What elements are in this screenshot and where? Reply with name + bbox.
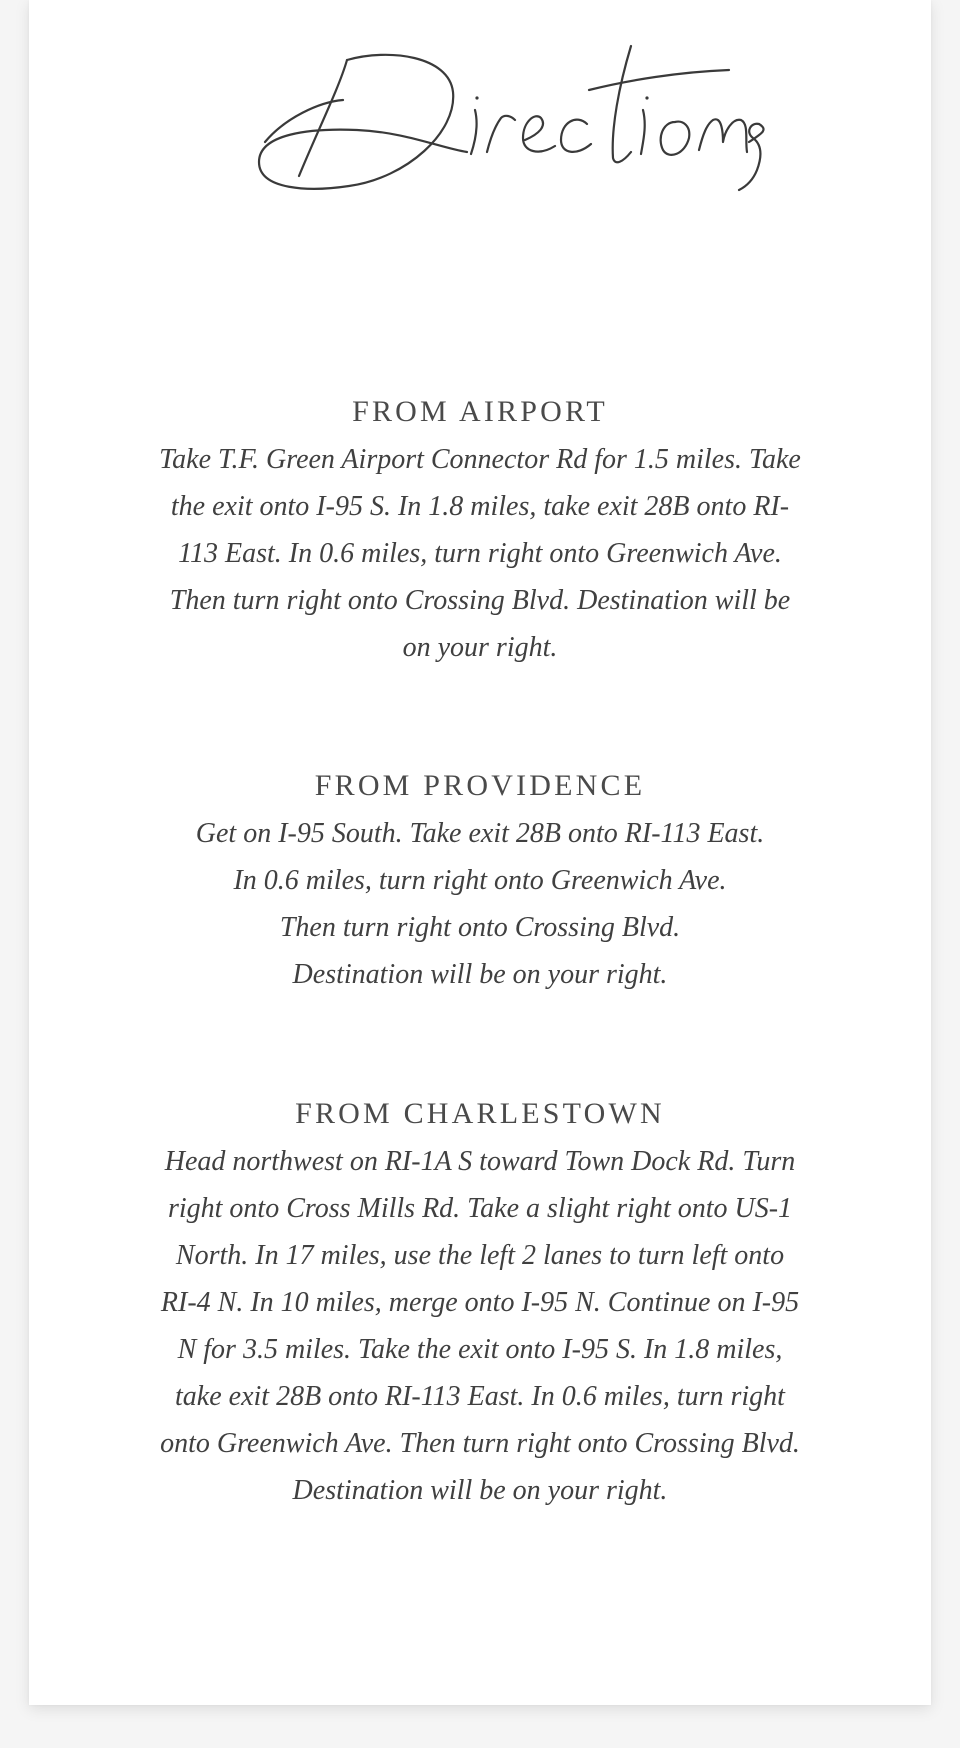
text-line: the exit onto I-95 S. In 1.8 miles, take exit 28B onto RI- bbox=[170, 491, 790, 522]
text-line: N for 3.5 miles. Take the exit onto I-95 S. In 1.8 miles, bbox=[177, 1334, 783, 1365]
text-line: Get on I-95 South. Take exit 28B onto RI-113 East. bbox=[195, 818, 765, 849]
text-line: In 0.6 miles, turn right onto Greenwich Ave. bbox=[233, 865, 727, 896]
text-line: Destination will be on your right. bbox=[292, 1475, 668, 1506]
text-line: take exit 28B onto RI-113 East. In 0.6 miles, turn right bbox=[175, 1381, 785, 1412]
text-line: on your right. bbox=[402, 632, 558, 663]
directions-card bbox=[29, 0, 931, 1705]
text-line: RI-4 N. In 10 miles, merge onto I-95 N. Continue on I-95 bbox=[160, 1287, 800, 1318]
section-from-providence bbox=[29, 766, 931, 998]
text-line: North. In 17 miles, use the left 2 lanes to turn left onto bbox=[175, 1240, 785, 1271]
text-line: Head northwest on RI-1A S toward Town Dock Rd. Turn bbox=[164, 1146, 796, 1177]
section-directions-text bbox=[110, 810, 850, 998]
text-line: Take T.F. Green Airport Connector Rd for 1.5 miles. Take bbox=[159, 444, 801, 475]
text-line: Then turn right onto Crossing Blvd. Destination will be bbox=[169, 585, 791, 616]
directions-script-title bbox=[239, 30, 779, 210]
section-heading: FROM AIRPORT bbox=[352, 395, 608, 428]
text-line: Then turn right onto Crossing Blvd. bbox=[279, 912, 681, 943]
section-directions-text bbox=[110, 436, 850, 671]
script-title-lettering bbox=[239, 30, 779, 210]
section-from-airport bbox=[29, 392, 931, 671]
section-heading: FROM PROVIDENCE bbox=[314, 769, 646, 802]
text-line: right onto Cross Mills Rd. Take a slight right onto US-1 bbox=[167, 1193, 793, 1224]
section-from-charlestown bbox=[29, 1094, 931, 1514]
section-directions-text bbox=[100, 1138, 860, 1514]
section-heading: FROM CHARLESTOWN bbox=[295, 1097, 665, 1130]
text-line: Destination will be on your right. bbox=[292, 959, 668, 990]
text-line: onto Greenwich Ave. Then turn right onto Crossing Blvd. bbox=[160, 1428, 800, 1459]
text-line: 113 East. In 0.6 miles, turn right onto Greenwich Ave. bbox=[178, 538, 782, 569]
